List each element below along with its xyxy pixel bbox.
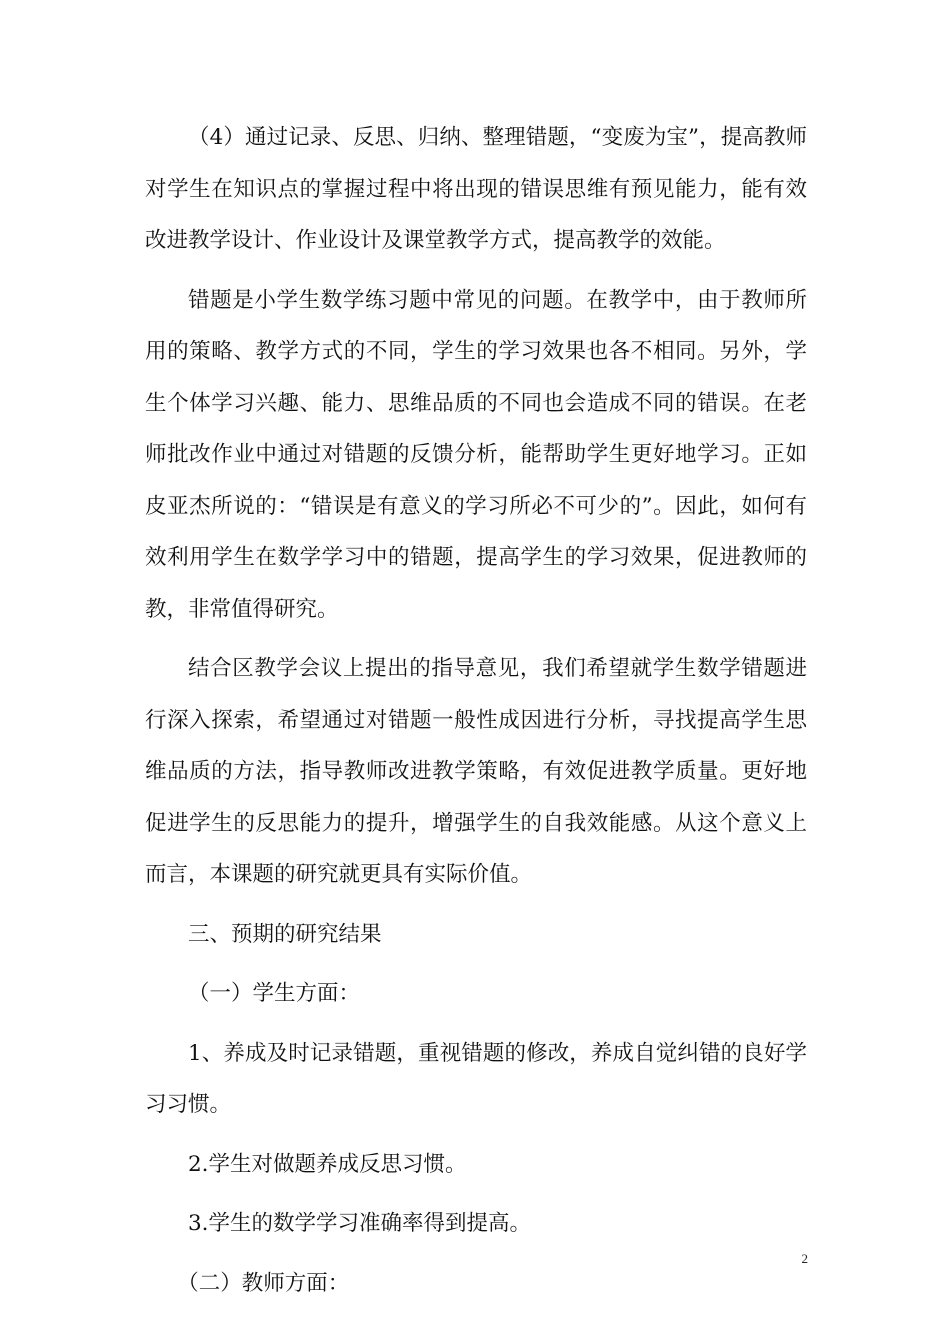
subheading-teachers: （二）教师方面： — [177, 1270, 350, 1296]
paragraph-item-4: （4）通过记录、反思、归纳、整理错题，“变废为宝”，提高教师对学生在知识点的掌握过程中将出现的错误思维有预见能力，能有效改进教学设计、作业设计及课堂教学方式，提高教学的效能。 — [145, 125, 807, 253]
student-item-2: 2.学生对做题养成反思习惯。 — [188, 1151, 467, 1177]
student-item-3: 3.学生的数学学习准确率得到提高。 — [188, 1211, 532, 1236]
student-item-1: 1、养成及时记录错题，重视错题的修改，养成自觉纠错的良好学习习惯。 — [145, 1040, 807, 1117]
document-body — [145, 112, 807, 1317]
page-number: 2 — [801, 1251, 808, 1266]
section-heading: 三、预期的研究结果 — [188, 921, 382, 947]
paragraph-error-questions: 错题是小学生数学练习题中常见的问题。在教学中，由于教师所用的策略、教学方式的不同，学生的学习效果也各不相同。另外，学生个体学习兴趣、能力、思维品质的不同也会造成不同的错误。在老师批改作业中通过对错题的反馈分析，能帮助学生更好地学习。正如皮亚杰所说的：“错误是有意义的学习所必不可少的”。因此，如何有效利用学生在数学学习中的错题，提高学生的学习效果，促进教师的教，非常值得研究。 — [145, 287, 807, 622]
subheading-students: （一）学生方面： — [188, 981, 361, 1006]
paragraph-district-guidance: 结合区教学会议上提出的指导意见，我们希望就学生数学错题进行深入探索，希望通过对错题一般性成因进行分析，寻找提高学生思维品质的方法，指导教师改进教学策略，有效促进教学质量。更好地促进学生的反思能力的提升，增强学生的自我效能感。从这个意义上而言，本课题的研究就更具有实际价值。 — [145, 656, 807, 887]
